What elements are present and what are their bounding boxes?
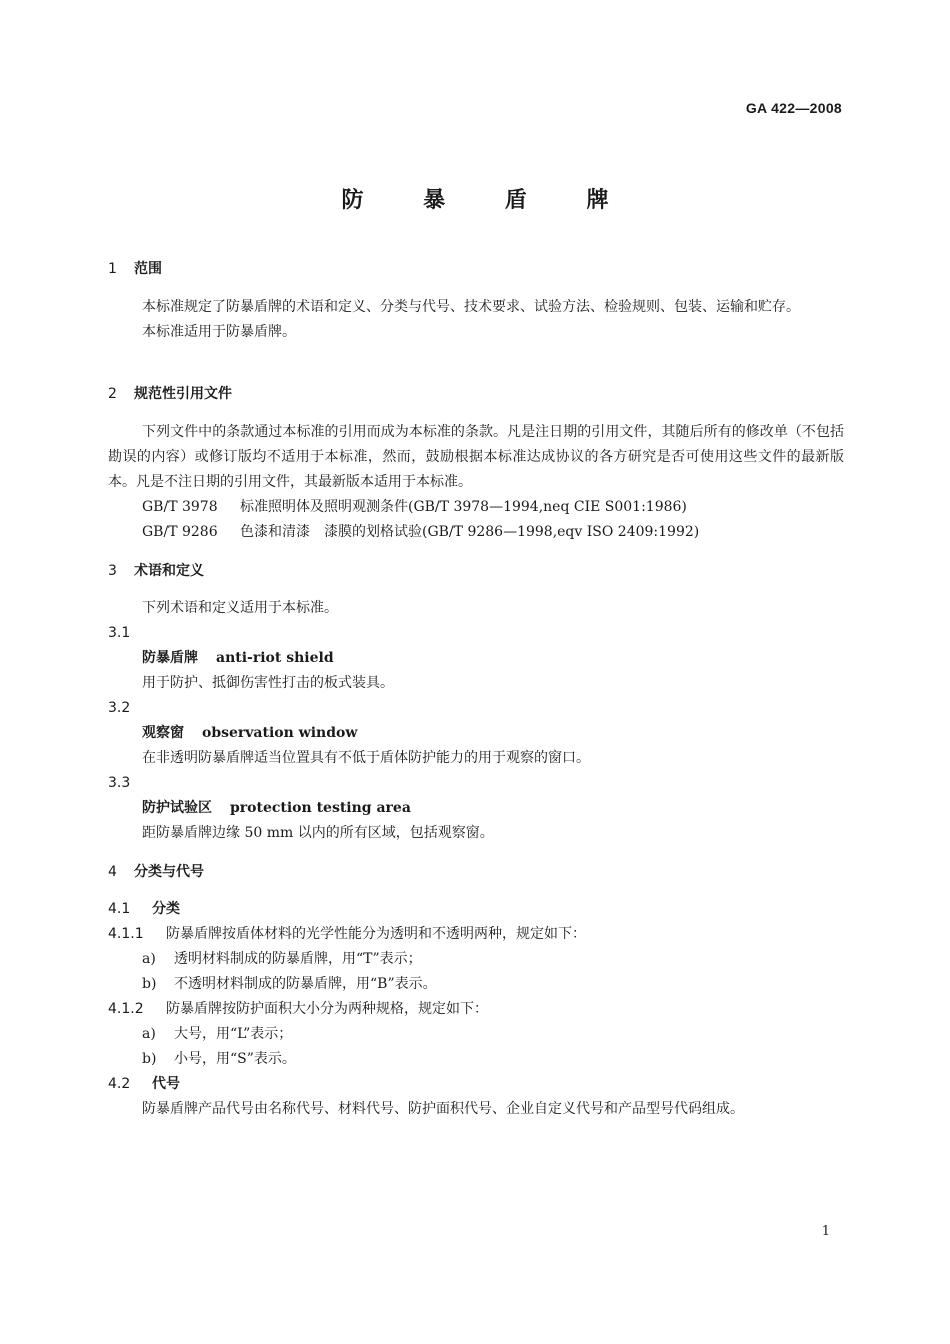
term-zh: 防护试验区 bbox=[142, 800, 212, 816]
document-title: 防 暴 盾 牌 bbox=[341, 188, 635, 213]
term-number: 3.2 bbox=[108, 700, 131, 716]
clause-number: 4.1.1 bbox=[108, 926, 144, 942]
section-heading bbox=[108, 559, 844, 584]
normative-reference bbox=[108, 520, 844, 545]
term-en: protection testing area bbox=[230, 800, 411, 816]
term-heading bbox=[108, 646, 844, 671]
clause-text: 防暴盾牌产品代号由名称代号、材料代号、防护面积代号、企业自定义代号和产品型号代码组成。 bbox=[142, 1101, 744, 1117]
term-number: 3.1 bbox=[108, 625, 131, 641]
clause bbox=[108, 922, 844, 947]
term-heading bbox=[108, 721, 844, 746]
section-2 bbox=[108, 382, 844, 407]
paragraph: 本标准适用于防暴盾牌。 bbox=[142, 324, 296, 340]
list-text: 大号，用“L”表示； bbox=[174, 1026, 293, 1042]
section-3 bbox=[108, 559, 844, 584]
reference-title: 标准照明体及照明观测条件(GB/T 3978—1994,neq CIE S001:1986) bbox=[240, 499, 687, 515]
clause bbox=[108, 997, 844, 1022]
standard-code: GA 422—2008 bbox=[745, 100, 842, 116]
section-heading bbox=[108, 257, 844, 282]
paragraph: 下列文件中的条款通过本标准的引用而成为本标准的条款。凡是注日期的引用文件，其随后所有的修改单（不包括勘误的内容）或修订版均不适用于本标准，然而，鼓励根据本标准达成协议的各方研究是否可使用这些文件的最新版本。凡是不注日期的引用文件，其最新版本适用于本标准。 bbox=[108, 424, 844, 490]
list-item bbox=[108, 1047, 844, 1072]
section-number: 3 bbox=[108, 563, 117, 579]
term-definition: 距防暴盾牌边缘 50 mm 以内的所有区域，包括观察窗。 bbox=[142, 825, 494, 841]
list-item bbox=[108, 1022, 844, 1047]
paragraph: 本标准规定了防暴盾牌的术语和定义、分类与代号、技术要求、试验方法、检验规则、包装、运输和贮存。 bbox=[142, 299, 800, 315]
section-1 bbox=[108, 257, 844, 282]
list-marker: b) bbox=[142, 976, 157, 992]
term-definition: 在非透明防暴盾牌适当位置具有不低于盾体防护能力的用于观察的窗口。 bbox=[142, 750, 590, 766]
list-text: 透明材料制成的防暴盾牌，用“T”表示； bbox=[174, 951, 422, 967]
section-number: 1 bbox=[108, 261, 117, 277]
section-title: 规范性引用文件 bbox=[134, 386, 232, 402]
clause-number: 4.1.2 bbox=[108, 1001, 144, 1017]
paragraph: 下列术语和定义适用于本标准。 bbox=[142, 600, 338, 616]
list-item bbox=[108, 947, 844, 972]
list-marker: a) bbox=[142, 1026, 156, 1042]
page-number: 1 bbox=[821, 1224, 830, 1239]
list-marker: b) bbox=[142, 1051, 157, 1067]
term-en: anti-riot shield bbox=[216, 650, 334, 666]
section-number: 4 bbox=[108, 864, 117, 880]
clause-heading bbox=[108, 897, 844, 922]
clause-number: 4.2 bbox=[108, 1076, 131, 1092]
term-zh: 观察窗 bbox=[142, 725, 184, 741]
section-4-body bbox=[108, 897, 844, 1122]
section-1-body bbox=[108, 295, 844, 345]
section-heading bbox=[108, 382, 844, 407]
reference-code: GB/T 3978 bbox=[142, 499, 218, 515]
reference-title: 色漆和清漆 漆膜的划格试验(GB/T 9286—1998,eqv ISO 2409:1992) bbox=[240, 524, 700, 540]
section-number: 2 bbox=[108, 386, 117, 402]
reference-code: GB/T 9286 bbox=[142, 524, 218, 540]
term-definition: 用于防护、抵御伤害性打击的板式装具。 bbox=[142, 675, 394, 691]
clause-text: 防暴盾牌按防护面积大小分为两种规格，规定如下： bbox=[166, 1001, 488, 1017]
normative-reference bbox=[108, 495, 844, 520]
term-zh: 防暴盾牌 bbox=[142, 650, 198, 666]
section-4 bbox=[108, 860, 844, 885]
clause-title: 分类 bbox=[152, 901, 180, 917]
list-text: 小号，用“S”表示。 bbox=[174, 1051, 296, 1067]
section-title: 范围 bbox=[134, 261, 162, 277]
term-number: 3.3 bbox=[108, 775, 131, 791]
section-title: 分类与代号 bbox=[134, 864, 204, 880]
section-title: 术语和定义 bbox=[134, 563, 204, 579]
clause-title: 代号 bbox=[152, 1076, 180, 1092]
term-heading bbox=[108, 796, 844, 821]
list-item bbox=[108, 972, 844, 997]
clause-heading bbox=[108, 1072, 844, 1097]
section-heading bbox=[108, 860, 844, 885]
term-en: observation window bbox=[202, 725, 358, 741]
section-3-body bbox=[108, 596, 844, 846]
list-text: 不透明材料制成的防暴盾牌，用“B”表示。 bbox=[174, 976, 437, 992]
clause-number: 4.1 bbox=[108, 901, 131, 917]
list-marker: a) bbox=[142, 951, 156, 967]
clause-text: 防暴盾牌按盾体材料的光学性能分为透明和不透明两种，规定如下： bbox=[166, 926, 586, 942]
section-2-body bbox=[108, 420, 844, 545]
